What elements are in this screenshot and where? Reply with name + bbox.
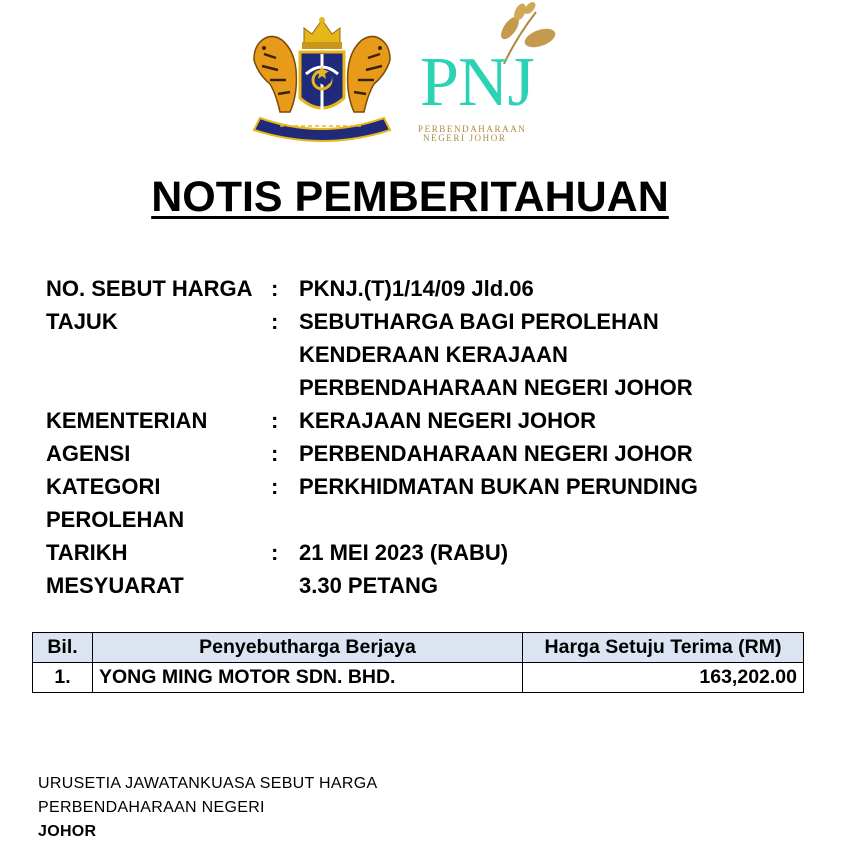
table-row	[33, 663, 804, 693]
notice-details	[46, 272, 806, 602]
notice-title-text: NOTIS PEMBERITAHUAN	[151, 173, 669, 221]
detail-colon: :	[271, 474, 279, 499]
notice-title	[0, 172, 820, 222]
detail-label: NO. SEBUT HARGA	[46, 276, 253, 301]
detail-value	[299, 503, 806, 536]
detail-label	[46, 338, 271, 371]
detail-label: KEMENTERIAN	[46, 408, 208, 433]
pnj-subtitle-line1: PERBENDAHARAAN	[418, 124, 527, 134]
detail-row	[46, 338, 806, 371]
pnj-logo	[412, 2, 562, 144]
footer-line: JOHOR	[38, 823, 97, 840]
col-header-bil: Bil.	[33, 633, 93, 663]
detail-label: KATEGORI	[46, 474, 161, 499]
detail-colon	[271, 503, 299, 536]
detail-value: 21 MEI 2023 (RABU)	[299, 540, 509, 565]
detail-value: PERBENDAHARAAN NEGERI JOHOR	[299, 375, 693, 400]
detail-row	[46, 437, 806, 470]
detail-label: PEROLEHAN	[46, 507, 185, 532]
detail-colon	[271, 371, 299, 404]
detail-row	[46, 536, 806, 569]
footer-line: URUSETIA JAWATANKUASA SEBUT HARGA	[38, 775, 378, 792]
detail-label: TARIKH	[46, 540, 128, 565]
detail-colon: :	[271, 441, 279, 466]
detail-colon: :	[271, 408, 279, 433]
detail-colon: :	[271, 309, 279, 334]
detail-value: KERAJAAN NEGERI JOHOR	[299, 408, 597, 433]
detail-row	[46, 569, 806, 602]
pnj-wordmark: PNJ	[420, 44, 534, 121]
detail-value: SEBUTHARGA BAGI PEROLEHAN	[299, 309, 659, 334]
detail-row	[46, 503, 806, 536]
detail-row	[46, 371, 806, 404]
detail-row	[46, 404, 806, 437]
johor-crest-logo	[240, 14, 404, 144]
detail-row	[46, 272, 806, 305]
detail-label	[46, 371, 271, 404]
detail-colon: :	[271, 276, 279, 301]
table-header-row	[33, 633, 804, 663]
detail-value: PERBENDAHARAAN NEGERI JOHOR	[299, 441, 693, 466]
detail-colon	[271, 569, 299, 602]
cell-bidder: YONG MING MOTOR SDN. BHD.	[93, 663, 523, 693]
pnj-subtitle-line2: NEGERI JOHOR	[423, 133, 507, 143]
result-table	[32, 632, 804, 693]
detail-row	[46, 305, 806, 338]
detail-row	[46, 470, 806, 503]
detail-label: AGENSI	[46, 441, 131, 466]
col-header-price: Harga Setuju Terima (RM)	[523, 633, 804, 663]
detail-label: MESYUARAT	[46, 573, 184, 598]
cell-bil: 1.	[33, 663, 93, 693]
cell-price: 163,202.00	[523, 663, 804, 693]
col-header-bidder: Penyebutharga Berjaya	[93, 633, 523, 663]
detail-label: TAJUK	[46, 309, 118, 334]
footer-line: PERBENDAHARAAN NEGERI	[38, 799, 265, 816]
secretariat-footer	[38, 772, 377, 844]
detail-colon: :	[271, 540, 279, 565]
detail-value: PERKHIDMATAN BUKAN PERUNDING	[299, 474, 698, 499]
detail-value: 3.30 PETANG	[299, 573, 438, 598]
detail-value: KENDERAAN KERAJAAN	[299, 342, 568, 367]
detail-colon	[271, 338, 299, 371]
detail-value: PKNJ.(T)1/14/09 Jld.06	[299, 276, 534, 301]
